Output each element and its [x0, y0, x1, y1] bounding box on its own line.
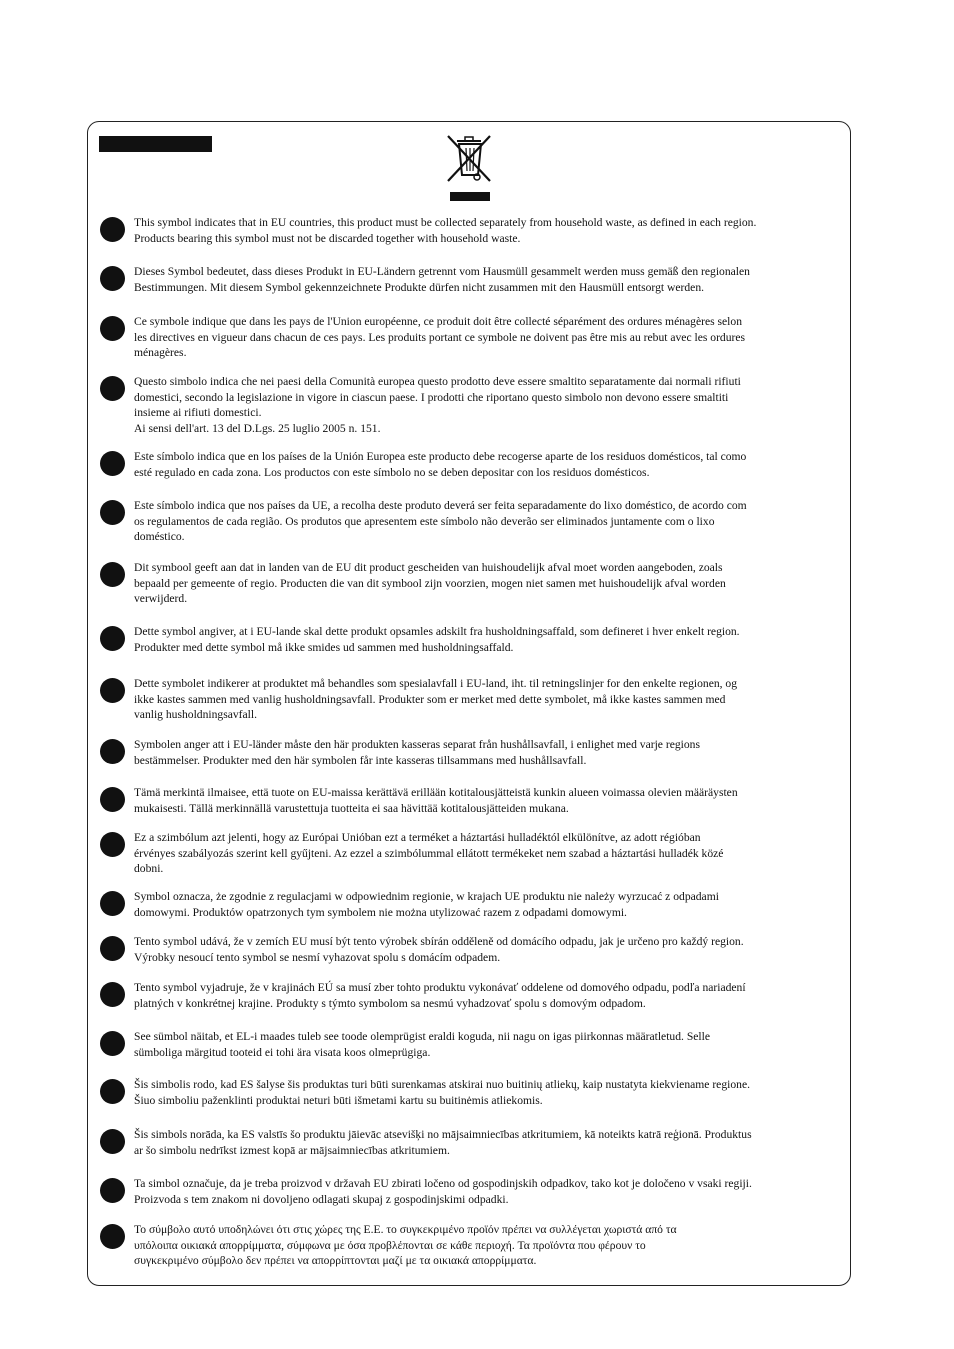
notice-text: Ce symbole indique que dans les pays de l'Union européenne, ce produit doit être collecté séparément des ordures ménagères selon les directives en vigueur dans chacun de ces pays. Les produits portant ce symbole ne doivent pas être mis au rebut avec les ordures ménagères.	[134, 315, 746, 359]
notice-text: Dette symbolet indikerer at produktet må behandles som spesialavfall i EU-land, iht. til retningslinjer for den enkelte regionen, og ikke kastes sammen med vanlig husholdningsavfall. Produkter som er merket med dette symbolet, må ikke kastes sammen med vanlig husholdningsavfall.	[134, 677, 738, 721]
language-bullet	[100, 376, 125, 401]
notice-text: Este símbolo indica que nos países da UE, a recolha deste produto deverá ser feita separadamente do lixo doméstico, de acordo com os regulamentos de cada região. Os produtos que apresentem este símbolo não deverão ser eliminados juntamente com o lixo doméstico.	[134, 499, 747, 543]
notice-text: Este símbolo indica que en los países de la Unión Europea este producto debe recogerse aparte de los residuos domésticos, tal como esté regulado en cada zona. Los productos con este símbolo no se deben depositar con los residuos domésticos.	[134, 450, 747, 479]
notice-text: Ez a szimbólum azt jelenti, hogy az Európai Unióban ezt a terméket a háztartási hulladéktól elkülönítve, az adott régióban érvényes szabályozás szerint kell gyűjteni. Az ezzel a szimbólummal ellátott termékeket nem szabad a háztartási hulladék közé dobni.	[134, 831, 724, 875]
notice-text: Dieses Symbol bedeutet, dass dieses Produkt in EU-Ländern getrennt vom Hausmüll gesammelt werden muss gemäß den regionalen Bestimmungen. Mit diesem Symbol gekennzeichnete Produkte dürfen nicht zusammen mit den Hausmüll entsorgt werden.	[134, 265, 750, 294]
crossed-out-wheelie-bin-icon	[444, 132, 496, 204]
notice-text: This symbol indicates that in EU countries, this product must be collected separately from household waste, as defined in each region. Products bearing this symbol must not be discarded together with household waste.	[134, 216, 757, 245]
language-bullet	[100, 562, 125, 587]
notice-text: Symbolen anger att i EU-länder måste den här produkten kasseras separat från hushållsavfall, i enlighet med varje regions bestämmelser. Produkter med den här symbolen får inte kasseras tillsammans med hushållsavfall.	[134, 738, 700, 767]
notice-text: Το σύμβολο αυτό υποδηλώνει ότι στις χώρες της Ε.Ε. το συγκεκριμένο προϊόν πρέπει να συλλέγεται χωριστά από τα υπόλοιπα οικιακά απορρίμματα, σύμφωνα με όσα προβλέπονται σε κάθε περιοχή. Τα προϊόντα που φέρουν το συγκεκριμένο σύμβολο δεν πρέπει να απορρίπτονται μαζί με τα οικιακά απορρίμματα.	[134, 1223, 677, 1267]
notice-text: Questo simbolo indica che nei paesi della Comunità europea questo prodotto deve essere smaltito separatamente dai normali rifiuti domestici, secondo la legislazione in vigore in ciascun paese. I prodotti che riportano questo simbolo non devono essere smaltiti insieme ai rifiuti domestici. Ai sensi dell'art. 13 del D.Lgs. 25 luglio 2005 n. 151.	[134, 375, 741, 435]
notice-text: Tento symbol udává, že v zemích EU musí být tento výrobek sbírán odděleně od domácího odpadu, jak je určeno pro každý region. Výrobky nesoucí tento symbol se nesmí vyhazovat spolu s domácím odpadem.	[134, 935, 744, 964]
language-bullet	[100, 739, 125, 764]
language-bullet	[100, 1129, 125, 1154]
language-bullet	[100, 266, 125, 291]
language-bullet	[100, 1178, 125, 1203]
notice-text: Ta simbol označuje, da je treba proizvod v državah EU zbirati ločeno od gospodinjskih odpadkov, tako kot je določeno v vsaki regiji. Proizvoda s tem znakom ni dovoljeno odlagati skupaj z gospodinjskimi odpadki.	[134, 1177, 752, 1206]
language-bullet	[100, 891, 125, 916]
notice-text: Tento symbol vyjadruje, že v krajinách EÚ sa musí zber tohto produktu vykonávať oddelene od domového odpadu, podľa nariadení platných v konkrétnej krajine. Produkty s týmto symbolom sa nesmú vyhadzovať spolu s domovým odpadom.	[134, 981, 746, 1010]
notice-text: Tämä merkintä ilmaisee, että tuote on EU-maissa kerättävä erillään kotitalousjätteistä kunkin alueen voimassa olevien määräysten mukaisesti. Tällä merkinnällä varustettuja tuotteita ei saa hävittää kotitalousjätteiden mukana.	[134, 786, 738, 815]
notice-text: Symbol oznacza, że zgodnie z regulacjami w odpowiednim regionie, w krajach UE produktu nie należy wyrzucać z odpadami domowymi. Produktów opatrzonych tym symbolem nie można utylizować razem z odpadami domowymi.	[134, 890, 719, 919]
language-bullet	[100, 936, 125, 961]
language-bullet	[100, 500, 125, 525]
language-tab-bar	[99, 136, 212, 152]
language-bullet	[100, 678, 125, 703]
notice-text: Dette symbol angiver, at i EU-lande skal dette produkt opsamles adskilt fra husholdningsaffald, som defineret i hver enkelt region. Produkter med dette symbol må ikke smides ud sammen med husholdningsaffald.	[134, 625, 740, 654]
language-bullet	[100, 1031, 125, 1056]
notice-text: Dit symbool geeft aan dat in landen van de EU dit product gescheiden van huishoudelijk afval moet worden aangeboden, zoals bepaald per gemeente of regio. Producten die van dit symbool zijn voorzien, mogen niet samen met huishoudelijk afval worden verwijderd.	[134, 561, 726, 605]
language-bullet	[100, 316, 125, 341]
language-bullet	[100, 1224, 125, 1249]
language-bullet	[100, 1079, 125, 1104]
language-bullet	[100, 451, 125, 476]
language-bullet	[100, 217, 125, 242]
notice-text: Šis simbols norāda, ka ES valstīs šo produktu jāievāc atsevišķi no mājsaimniecības atkritumiem, kā noteikts katrā reģionā. Produktus ar šo simbolu nedrīkst izmest kopā ar mājsaimniecības atkritumiem.	[134, 1128, 752, 1157]
language-bullet	[100, 787, 125, 812]
language-bullet	[100, 832, 125, 857]
notice-text: See sümbol näitab, et EL-i maades tuleb see toode olemprügist eraldi koguda, nii nagu on igas piirkonnas määratletud. Selle sümboliga märgitud tooteid ei tohi ära visata koos olmeprügiga.	[134, 1030, 710, 1059]
language-bullet	[100, 982, 125, 1007]
notice-text: Šis simbolis rodo, kad ES šalyse šis produktas turi būti surenkamas atskirai nuo buitinių atliekų, kaip nustatyta kiekviename regione. Šiuo simboliu paženklinti produktai neturi būti išmetami kartu su buitinėmis atliekomis.	[134, 1078, 750, 1107]
language-bullet	[100, 626, 125, 651]
